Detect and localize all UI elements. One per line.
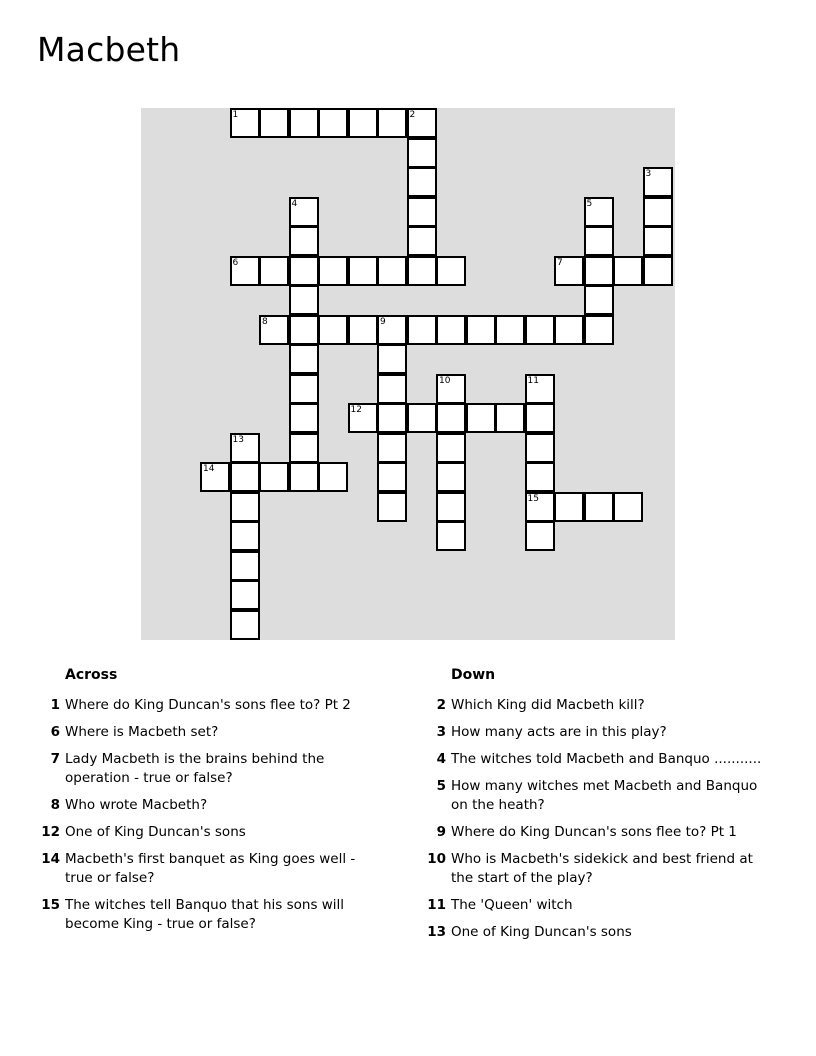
clue-item <box>426 777 766 815</box>
clue-number: 14 <box>203 464 215 474</box>
grid-cell[interactable] <box>613 492 643 522</box>
grid-cell[interactable] <box>348 315 378 345</box>
grid-cell[interactable] <box>525 462 555 492</box>
clue-item <box>426 696 766 715</box>
grid-cell[interactable] <box>230 551 260 581</box>
clue-item <box>40 750 380 788</box>
grid-cell[interactable] <box>436 256 466 286</box>
clue-item <box>426 823 766 842</box>
clue-number: 9 <box>436 824 446 840</box>
grid-cell[interactable] <box>554 256 584 286</box>
clue-number: 12 <box>350 405 362 415</box>
clue-item <box>40 823 380 842</box>
clue-item <box>40 696 380 715</box>
clue-number: 5 <box>436 778 446 794</box>
clue-text: Macbeth's first banquet as King goes well - true or false? <box>65 851 356 886</box>
grid-cell[interactable] <box>525 315 555 345</box>
clue-item <box>40 896 380 934</box>
down-heading: Down <box>451 667 496 683</box>
grid-cell[interactable] <box>407 403 437 433</box>
grid-cell[interactable] <box>348 108 378 138</box>
grid-cell[interactable] <box>230 462 260 492</box>
grid-cell[interactable] <box>525 433 555 463</box>
grid-cell[interactable] <box>289 433 319 463</box>
clue-number: 8 <box>50 797 60 813</box>
clue-number: 1 <box>232 110 239 120</box>
grid-cell[interactable] <box>643 256 673 286</box>
grid-cell[interactable] <box>584 197 614 227</box>
grid-cell[interactable] <box>643 167 673 197</box>
grid-cell[interactable] <box>525 403 555 433</box>
grid-cell[interactable] <box>525 492 555 522</box>
across-heading: Across <box>65 667 118 683</box>
grid-cell[interactable] <box>436 403 466 433</box>
clue-text: One of King Duncan's sons <box>65 824 246 840</box>
clue-number: 3 <box>645 169 652 179</box>
grid-cell[interactable] <box>377 492 407 522</box>
grid-cell[interactable] <box>436 315 466 345</box>
clue-number: 15 <box>527 493 539 504</box>
grid-cell[interactable] <box>377 315 407 345</box>
clue-text: The witches tell Banquo that his sons will become King - true or false? <box>65 897 345 932</box>
grid-cell[interactable] <box>230 492 260 522</box>
clue-item <box>426 723 766 742</box>
grid-cell[interactable] <box>436 492 466 522</box>
clue-text: Lady Macbeth is the brains behind the operation - true or false? <box>65 751 325 786</box>
clue-text: Where is Macbeth set? <box>65 724 219 740</box>
grid-cell[interactable] <box>466 315 496 345</box>
grid-cell[interactable] <box>525 521 555 551</box>
clue-text: The witches told Macbeth and Banquo ........... <box>451 751 762 767</box>
clue-text: Where do King Duncan's sons flee to? Pt 1 <box>451 824 737 840</box>
grid-cell[interactable] <box>407 226 437 256</box>
grid-cell[interactable] <box>554 492 584 522</box>
grid-cell[interactable] <box>613 256 643 286</box>
grid-cell[interactable] <box>495 403 525 433</box>
grid-cell[interactable] <box>230 610 260 640</box>
clue-item <box>426 923 766 942</box>
grid-cell[interactable] <box>318 462 348 492</box>
grid-cell[interactable] <box>259 315 289 345</box>
grid-cell[interactable] <box>289 226 319 256</box>
clue-text: One of King Duncan's sons <box>451 924 632 940</box>
grid-cell[interactable] <box>289 315 319 345</box>
grid-cell[interactable] <box>584 492 614 522</box>
clue-number: 2 <box>409 110 416 120</box>
grid-cell[interactable] <box>289 256 319 286</box>
grid-cell[interactable] <box>230 580 260 610</box>
grid-cell[interactable] <box>230 433 260 463</box>
clue-item <box>426 850 766 888</box>
grid-cell[interactable] <box>230 108 260 138</box>
grid-cell[interactable] <box>643 226 673 256</box>
down-clues <box>426 662 766 950</box>
grid-cell[interactable] <box>407 315 437 345</box>
grid-cell[interactable] <box>584 226 614 256</box>
grid-cell[interactable] <box>377 108 407 138</box>
grid-cell[interactable] <box>407 138 437 168</box>
grid-cell[interactable] <box>230 521 260 551</box>
clue-text: How many acts are in this play? <box>451 724 667 740</box>
grid-cell[interactable] <box>643 197 673 227</box>
grid-cell[interactable] <box>436 521 466 551</box>
across-clues <box>40 662 380 942</box>
clue-number: 11 <box>527 375 539 386</box>
grid-cell[interactable] <box>348 403 378 433</box>
grid-cell[interactable] <box>495 315 525 345</box>
grid-cell[interactable] <box>377 374 407 404</box>
clue-text: Who wrote Macbeth? <box>65 797 208 813</box>
clue-number: 5 <box>586 198 593 209</box>
clue-number: 11 <box>427 897 446 913</box>
grid-cell[interactable] <box>259 108 289 138</box>
clue-number: 13 <box>232 434 244 445</box>
grid-cell[interactable] <box>436 462 466 492</box>
clue-number: 14 <box>41 851 60 867</box>
clue-number: 6 <box>232 257 239 268</box>
grid-cell[interactable] <box>407 108 437 138</box>
clue-number: 12 <box>41 824 60 840</box>
grid-cell[interactable] <box>318 256 348 286</box>
clue-text: Who is Macbeth's sidekick and best friend at the start of the play? <box>451 851 753 886</box>
grid-cell[interactable] <box>525 374 555 404</box>
grid-cell[interactable] <box>200 462 230 492</box>
grid-cell[interactable] <box>436 433 466 463</box>
grid-cell[interactable] <box>318 108 348 138</box>
clue-text: The 'Queen' witch <box>451 897 573 913</box>
grid-cell[interactable] <box>377 403 407 433</box>
clue-number: 1 <box>50 697 60 713</box>
clue-text: How many witches met Macbeth and Banquo on the heath? <box>451 778 758 813</box>
grid-cell[interactable] <box>289 403 319 433</box>
clue-number: 6 <box>50 724 60 740</box>
grid-cell[interactable] <box>407 167 437 197</box>
clue-number: 10 <box>439 375 451 386</box>
grid-cell[interactable] <box>289 462 319 492</box>
clue-item <box>40 796 380 815</box>
grid-cell[interactable] <box>554 315 584 345</box>
grid-cell[interactable] <box>318 315 348 345</box>
clue-number: 13 <box>427 924 446 940</box>
grid-cell[interactable] <box>377 462 407 492</box>
clue-item <box>40 850 380 888</box>
grid-cell[interactable] <box>377 344 407 374</box>
grid-cell[interactable] <box>259 462 289 492</box>
clue-number: 3 <box>436 724 446 740</box>
grid-cell[interactable] <box>230 256 260 286</box>
grid-cell[interactable] <box>259 256 289 286</box>
clue-text: Where do King Duncan's sons flee to? Pt 2 <box>65 697 351 713</box>
grid-cell[interactable] <box>436 374 466 404</box>
clue-number: 8 <box>262 316 268 327</box>
grid-cell[interactable] <box>466 403 496 433</box>
clue-number: 7 <box>50 751 60 767</box>
clue-item <box>426 896 766 915</box>
grid-cell[interactable] <box>584 315 614 345</box>
grid-cell[interactable] <box>584 256 614 286</box>
clue-number: 9 <box>380 316 386 327</box>
clue-item <box>40 723 380 742</box>
clue-number: 4 <box>436 751 446 767</box>
grid-cell[interactable] <box>377 433 407 463</box>
grid-cell[interactable] <box>289 344 319 374</box>
grid-cell[interactable] <box>289 374 319 404</box>
clue-number: 2 <box>436 697 446 713</box>
clue-number: 15 <box>41 897 60 913</box>
clue-item <box>426 750 766 769</box>
grid-cell[interactable] <box>289 285 319 315</box>
clue-number: 10 <box>427 851 446 867</box>
clue-number: 7 <box>557 257 563 268</box>
page-title: Macbeth <box>37 30 181 69</box>
crossword-grid <box>141 108 675 640</box>
grid-cell[interactable] <box>289 197 319 227</box>
grid-cell[interactable] <box>377 256 407 286</box>
grid-cell[interactable] <box>407 197 437 227</box>
clue-number: 4 <box>291 198 298 209</box>
grid-cell[interactable] <box>407 256 437 286</box>
grid-cell[interactable] <box>348 256 378 286</box>
grid-cell[interactable] <box>584 285 614 315</box>
grid-cell[interactable] <box>289 108 319 138</box>
clue-text: Which King did Macbeth kill? <box>451 697 645 713</box>
